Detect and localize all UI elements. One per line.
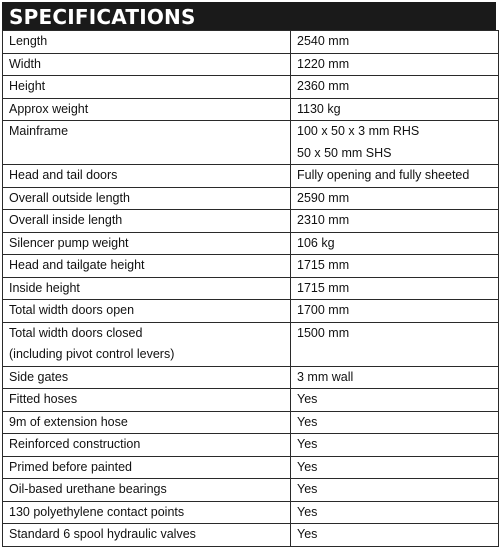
spec-value-cell (291, 53, 499, 76)
spec-label: Head and tail doors (9, 168, 118, 182)
spec-label: Side gates (9, 369, 69, 384)
spec-row (3, 210, 499, 233)
spec-label-cell (3, 434, 291, 457)
spec-value: 1220 mm (297, 56, 350, 71)
spec-value-cell (291, 479, 499, 502)
spec-value: 2540 mm (297, 34, 350, 48)
spec-label-cell (3, 165, 291, 188)
spec-label-cell (3, 479, 291, 502)
spec-value-cell (291, 434, 499, 457)
spec-value: Yes (297, 392, 318, 406)
spec-value: 106 kg (297, 235, 335, 250)
spec-row (3, 232, 499, 255)
spec-row (3, 434, 499, 457)
spec-row (3, 255, 499, 278)
spec-label-cell (3, 76, 291, 99)
spec-label-cell (3, 232, 291, 255)
spec-label: Total width doors open (9, 303, 135, 317)
spec-row (3, 456, 499, 479)
spec-value-cell (291, 366, 499, 389)
spec-value: Yes (297, 437, 318, 451)
spec-label: Length (9, 34, 48, 48)
spec-row (3, 366, 499, 389)
spec-row (3, 300, 499, 323)
spec-value: 1500 mm (297, 325, 350, 340)
spec-value-cell (291, 232, 499, 255)
spec-row (3, 479, 499, 502)
spec-row (3, 187, 499, 210)
spec-row (3, 31, 499, 54)
spec-label-cell (3, 121, 291, 165)
spec-value-cell (291, 322, 499, 366)
spec-label: Overall inside length (9, 213, 123, 227)
spec-label-cell (3, 187, 291, 210)
spec-value-cell (291, 98, 499, 121)
spec-label: (including pivot control levers) (9, 347, 175, 361)
spec-value: Yes (297, 459, 318, 474)
spec-label: Overall outside length (9, 190, 130, 205)
spec-label-cell (3, 277, 291, 300)
spec-row (3, 121, 499, 165)
spec-row (3, 389, 499, 412)
spec-value: 1715 mm (297, 258, 350, 272)
spec-label-cell (3, 456, 291, 479)
spec-label: Primed before painted (9, 459, 132, 474)
spec-value-cell (291, 31, 499, 54)
spec-value: 1700 mm (297, 303, 350, 317)
spec-value-cell (291, 389, 499, 412)
spec-row (3, 277, 499, 300)
spec-value-cell (291, 300, 499, 323)
spec-label-cell (3, 300, 291, 323)
spec-label-cell (3, 501, 291, 524)
spec-value: 100 x 50 x 3 mm RHS (297, 124, 420, 138)
spec-label: Oil-based urethane bearings (9, 482, 167, 496)
spec-label: Approx weight (9, 101, 89, 116)
spec-row (3, 524, 499, 547)
spec-label-cell (3, 98, 291, 121)
spec-value-cell (291, 121, 499, 165)
spec-label: Silencer pump weight (9, 235, 129, 250)
spec-row (3, 411, 499, 434)
spec-value: 1715 mm (297, 280, 350, 295)
spec-value-cell (291, 255, 499, 278)
spec-label: Head and tailgate height (9, 258, 145, 272)
spec-label: Reinforced construction (9, 437, 141, 451)
specifications-table (2, 30, 499, 547)
spec-value: 2360 mm (297, 79, 350, 93)
spec-label-cell (3, 255, 291, 278)
spec-value: 3 mm wall (297, 369, 354, 384)
spec-value: Yes (297, 414, 318, 429)
spec-value: 2310 mm (297, 213, 350, 227)
spec-label: Inside height (9, 280, 80, 295)
spec-row (3, 322, 499, 366)
spec-label: Fitted hoses (9, 392, 78, 406)
spec-value-cell (291, 210, 499, 233)
spec-value: Fully opening and fully sheeted (297, 168, 470, 182)
spec-value: Yes (297, 482, 318, 496)
spec-label-cell (3, 411, 291, 434)
spec-label: Standard 6 spool hydraulic valves (9, 527, 196, 541)
spec-value-cell (291, 456, 499, 479)
specifications-table-body (3, 31, 499, 547)
specifications-title: SPECIFICATIONS (2, 2, 496, 30)
spec-label: Mainframe (9, 124, 69, 138)
spec-value-cell (291, 277, 499, 300)
specifications-sheet (2, 2, 496, 547)
spec-value-cell (291, 187, 499, 210)
spec-label-cell (3, 524, 291, 547)
spec-value-cell (291, 501, 499, 524)
spec-row (3, 53, 499, 76)
spec-label-cell (3, 210, 291, 233)
spec-label: Height (9, 79, 46, 93)
spec-value-cell (291, 165, 499, 188)
spec-value: Yes (297, 527, 318, 541)
spec-label: Width (9, 56, 41, 71)
spec-label-cell (3, 53, 291, 76)
spec-row (3, 501, 499, 524)
spec-label-cell (3, 31, 291, 54)
spec-value-cell (291, 76, 499, 99)
spec-value: 2590 mm (297, 190, 350, 205)
spec-row (3, 165, 499, 188)
spec-label-cell (3, 322, 291, 366)
spec-label-cell (3, 366, 291, 389)
spec-label: 130 polyethylene contact points (9, 504, 185, 519)
spec-label-cell (3, 389, 291, 412)
spec-value-cell (291, 411, 499, 434)
spec-value: 50 x 50 mm SHS (297, 145, 392, 160)
spec-row (3, 76, 499, 99)
spec-value: 1130 kg (297, 101, 341, 116)
spec-label: Total width doors closed (9, 325, 143, 340)
spec-label: 9m of extension hose (9, 414, 128, 429)
spec-value: Yes (297, 504, 318, 519)
spec-row (3, 98, 499, 121)
spec-value-cell (291, 524, 499, 547)
